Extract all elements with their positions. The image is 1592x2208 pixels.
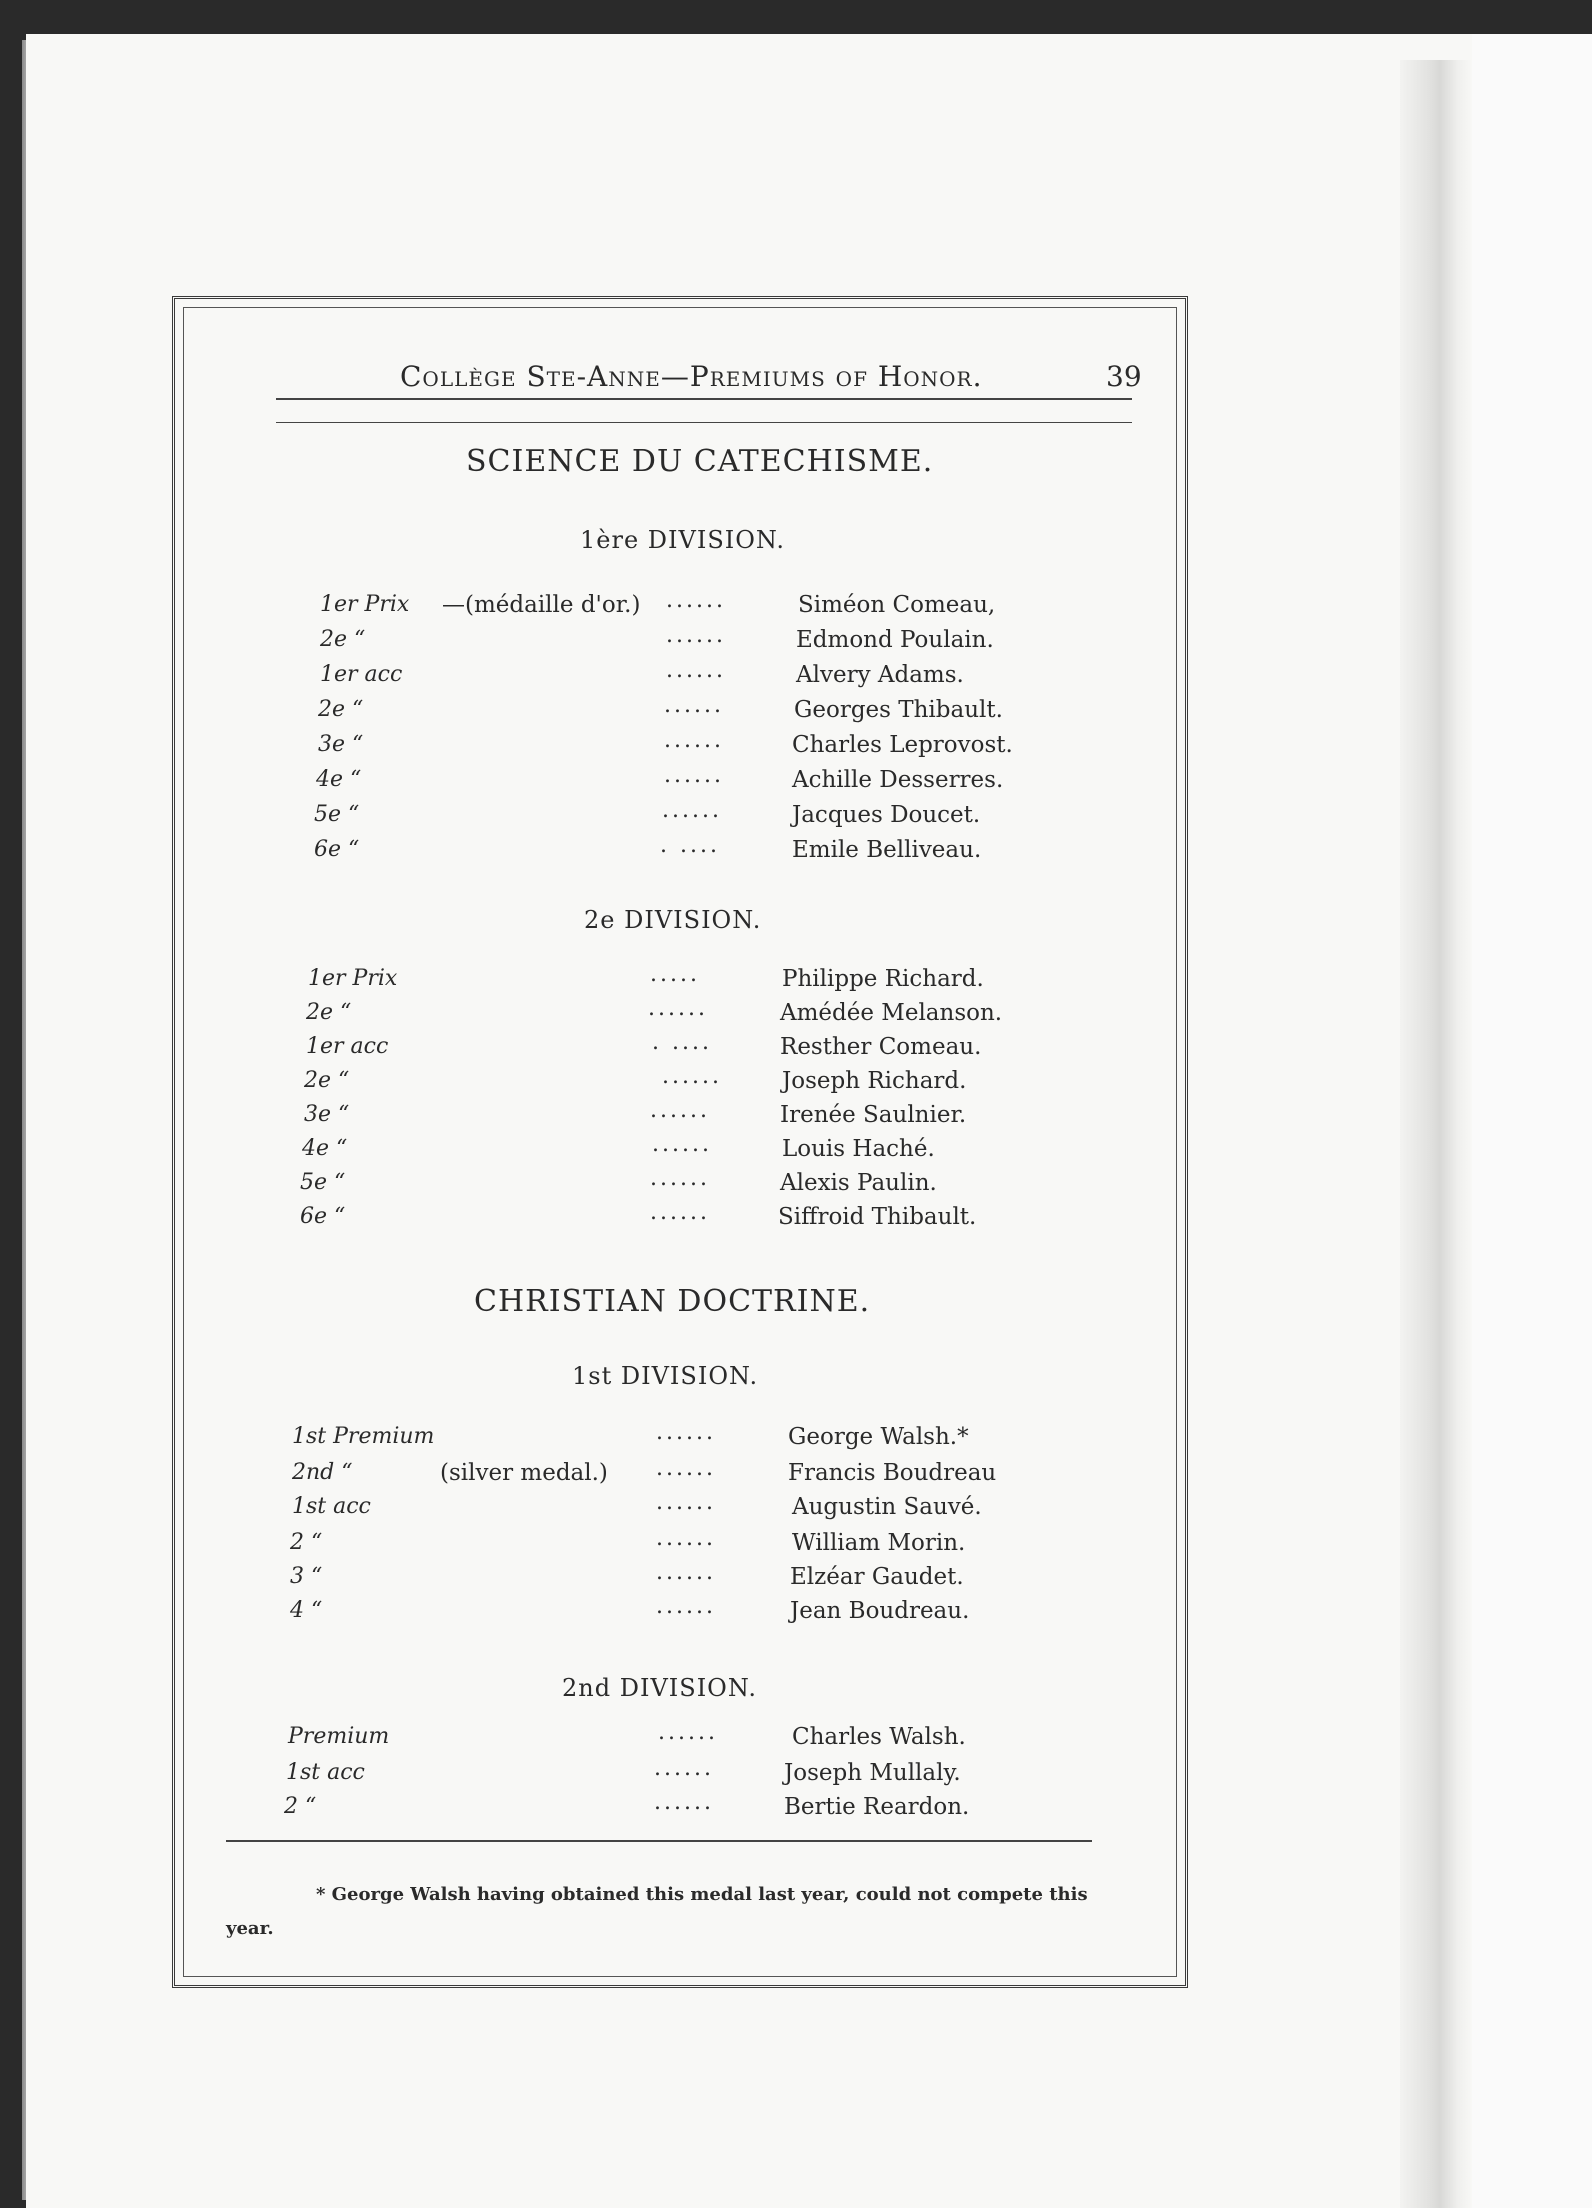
running-head-title: Collège Ste-Anne—Premiums of Honor. [400, 360, 983, 393]
prize-rank: 6e “ [314, 837, 360, 862]
winner-name: Elzéar Gaudet. [790, 1564, 964, 1590]
winner-name: Edmond Poulain. [796, 627, 994, 653]
page-edge-shadow [1400, 60, 1472, 2208]
winner-name: Jean Boudreau. [790, 1598, 970, 1624]
winner-name: Charles Walsh. [792, 1724, 966, 1750]
header-rule-lower [276, 422, 1132, 423]
winner-name: Philippe Richard. [782, 966, 984, 992]
leader-dots: ...... [650, 1200, 710, 1225]
prize-rank: 2e “ [304, 1068, 350, 1093]
division-heading: 2nd DIVISION. [562, 1674, 757, 1702]
prize-rank: 2e “ [318, 697, 364, 722]
leader-dots: ...... [656, 1420, 716, 1445]
winner-name: William Morin. [792, 1530, 966, 1556]
winner-name: Jacques Doucet. [792, 802, 981, 828]
prize-entry [320, 658, 1220, 696]
prize-rank: 2 “ [284, 1794, 317, 1819]
winner-name: Augustin Sauvé. [792, 1494, 982, 1520]
prize-rank: 5e “ [300, 1170, 346, 1195]
prize-rank: 2 “ [290, 1530, 323, 1555]
running-head [230, 356, 1142, 404]
prize-entry [318, 728, 1218, 766]
prize-rank: Premium [288, 1724, 390, 1749]
leader-dots: ...... [664, 763, 724, 788]
prize-rank: 1st acc [286, 1760, 365, 1785]
prize-entry [320, 588, 1220, 626]
leader-dots: ...... [664, 693, 724, 718]
winner-name: Charles Leprovost. [792, 732, 1013, 758]
prize-rank: 2e “ [306, 1000, 352, 1025]
leader-dots: ...... [666, 658, 726, 683]
leader-dots: . .... [652, 1030, 712, 1055]
winner-name: Siffroid Thibault. [778, 1204, 977, 1230]
scan-margin [1472, 34, 1592, 2208]
leader-dots: ...... [666, 588, 726, 613]
prize-rank: 2nd “ [292, 1460, 353, 1485]
prize-rank: 3 “ [290, 1564, 323, 1589]
leader-dots: ...... [658, 1720, 718, 1745]
division-heading: 1st DIVISION. [572, 1362, 759, 1390]
prize-entry [304, 1098, 1204, 1136]
prize-entry [284, 1790, 1184, 1828]
prize-entry [300, 1166, 1200, 1204]
prize-entry [306, 1030, 1206, 1068]
prize-rank: 1er acc [306, 1034, 389, 1059]
prize-rank: 5e “ [314, 802, 360, 827]
leader-dots: ...... [656, 1594, 716, 1619]
prize-note: (silver medal.) [440, 1460, 608, 1486]
section-title-science: SCIENCE DU CATECHISME. [466, 444, 934, 479]
leader-dots: ...... [654, 1790, 714, 1815]
winner-name: Francis Boudreau [788, 1460, 997, 1486]
winner-name: Amédée Melanson. [780, 1000, 1003, 1026]
winner-name: Irenée Saulnier. [780, 1102, 967, 1128]
leader-dots: ...... [656, 1526, 716, 1551]
prize-rank: 4e “ [302, 1136, 348, 1161]
winner-name: Georges Thibault. [794, 697, 1003, 723]
leader-dots: ...... [664, 728, 724, 753]
prize-entry [292, 1456, 1192, 1494]
winner-name: Bertie Reardon. [784, 1794, 970, 1820]
leader-dots: . .... [660, 833, 720, 858]
leader-dots: ..... [650, 962, 700, 987]
prize-entry [286, 1756, 1186, 1794]
prize-rank: 1st acc [292, 1494, 371, 1519]
division-heading: 1ère DIVISION. [580, 526, 786, 554]
winner-name: Alexis Paulin. [780, 1170, 937, 1196]
footnote-rule [226, 1840, 1092, 1842]
leader-dots: ...... [662, 1064, 722, 1089]
winner-name: Alvery Adams. [796, 662, 964, 688]
division-heading: 2e DIVISION. [584, 906, 762, 934]
leader-dots: ...... [650, 1098, 710, 1123]
prize-entry [316, 763, 1216, 801]
prize-entry [306, 996, 1206, 1034]
prize-rank: 4e “ [316, 767, 362, 792]
header-rule [276, 398, 1132, 400]
prize-entry [292, 1490, 1192, 1528]
footnote: * George Walsh having obtained this medal last year, could not compete this year. [226, 1884, 1088, 1939]
leader-dots: ...... [656, 1490, 716, 1515]
leader-dots: ...... [656, 1456, 716, 1481]
leader-dots: ...... [650, 1166, 710, 1191]
winner-name: Resther Comeau. [780, 1034, 982, 1060]
prize-entry [320, 623, 1220, 661]
prize-rank: 2e “ [320, 627, 366, 652]
prize-rank: 3e “ [304, 1102, 350, 1127]
prize-rank: 1er Prix [308, 966, 398, 991]
leader-dots: ...... [666, 623, 726, 648]
prize-rank: 1er acc [320, 662, 403, 687]
winner-name: Emile Belliveau. [792, 837, 982, 863]
leader-dots: ...... [656, 1560, 716, 1585]
page-number: 39 [1106, 360, 1142, 393]
winner-name: George Walsh.* [788, 1424, 969, 1450]
leader-dots: ...... [662, 798, 722, 823]
leader-dots: ...... [654, 1756, 714, 1781]
winner-name: Achille Desserres. [792, 767, 1004, 793]
section-title-christian-doctrine: CHRISTIAN DOCTRINE. [474, 1284, 871, 1319]
prize-entry [314, 798, 1214, 836]
prize-entry [290, 1594, 1190, 1632]
leader-dots: ...... [648, 996, 708, 1021]
prize-entry [314, 833, 1214, 871]
prize-entry [302, 1132, 1202, 1170]
prize-rank: 1st Premium [292, 1424, 435, 1449]
prize-entry [318, 693, 1218, 731]
prize-entry [304, 1064, 1204, 1102]
prize-rank: 1er Prix [320, 592, 410, 617]
prize-entry [288, 1720, 1188, 1758]
winner-name: Joseph Mullaly. [784, 1760, 961, 1786]
prize-entry [300, 1200, 1200, 1238]
prize-rank: 4 “ [290, 1598, 323, 1623]
leader-dots: ...... [652, 1132, 712, 1157]
prize-entry [290, 1526, 1190, 1564]
winner-name: Joseph Richard. [782, 1068, 967, 1094]
prize-entry [290, 1560, 1190, 1598]
prize-note: —(médaille d'or.) [442, 592, 641, 618]
prize-entry [308, 962, 1208, 1000]
prize-rank: 6e “ [300, 1204, 346, 1229]
winner-name: Siméon Comeau, [798, 592, 996, 618]
prize-rank: 3e “ [318, 732, 364, 757]
winner-name: Louis Haché. [782, 1136, 935, 1162]
prize-entry [292, 1420, 1192, 1458]
